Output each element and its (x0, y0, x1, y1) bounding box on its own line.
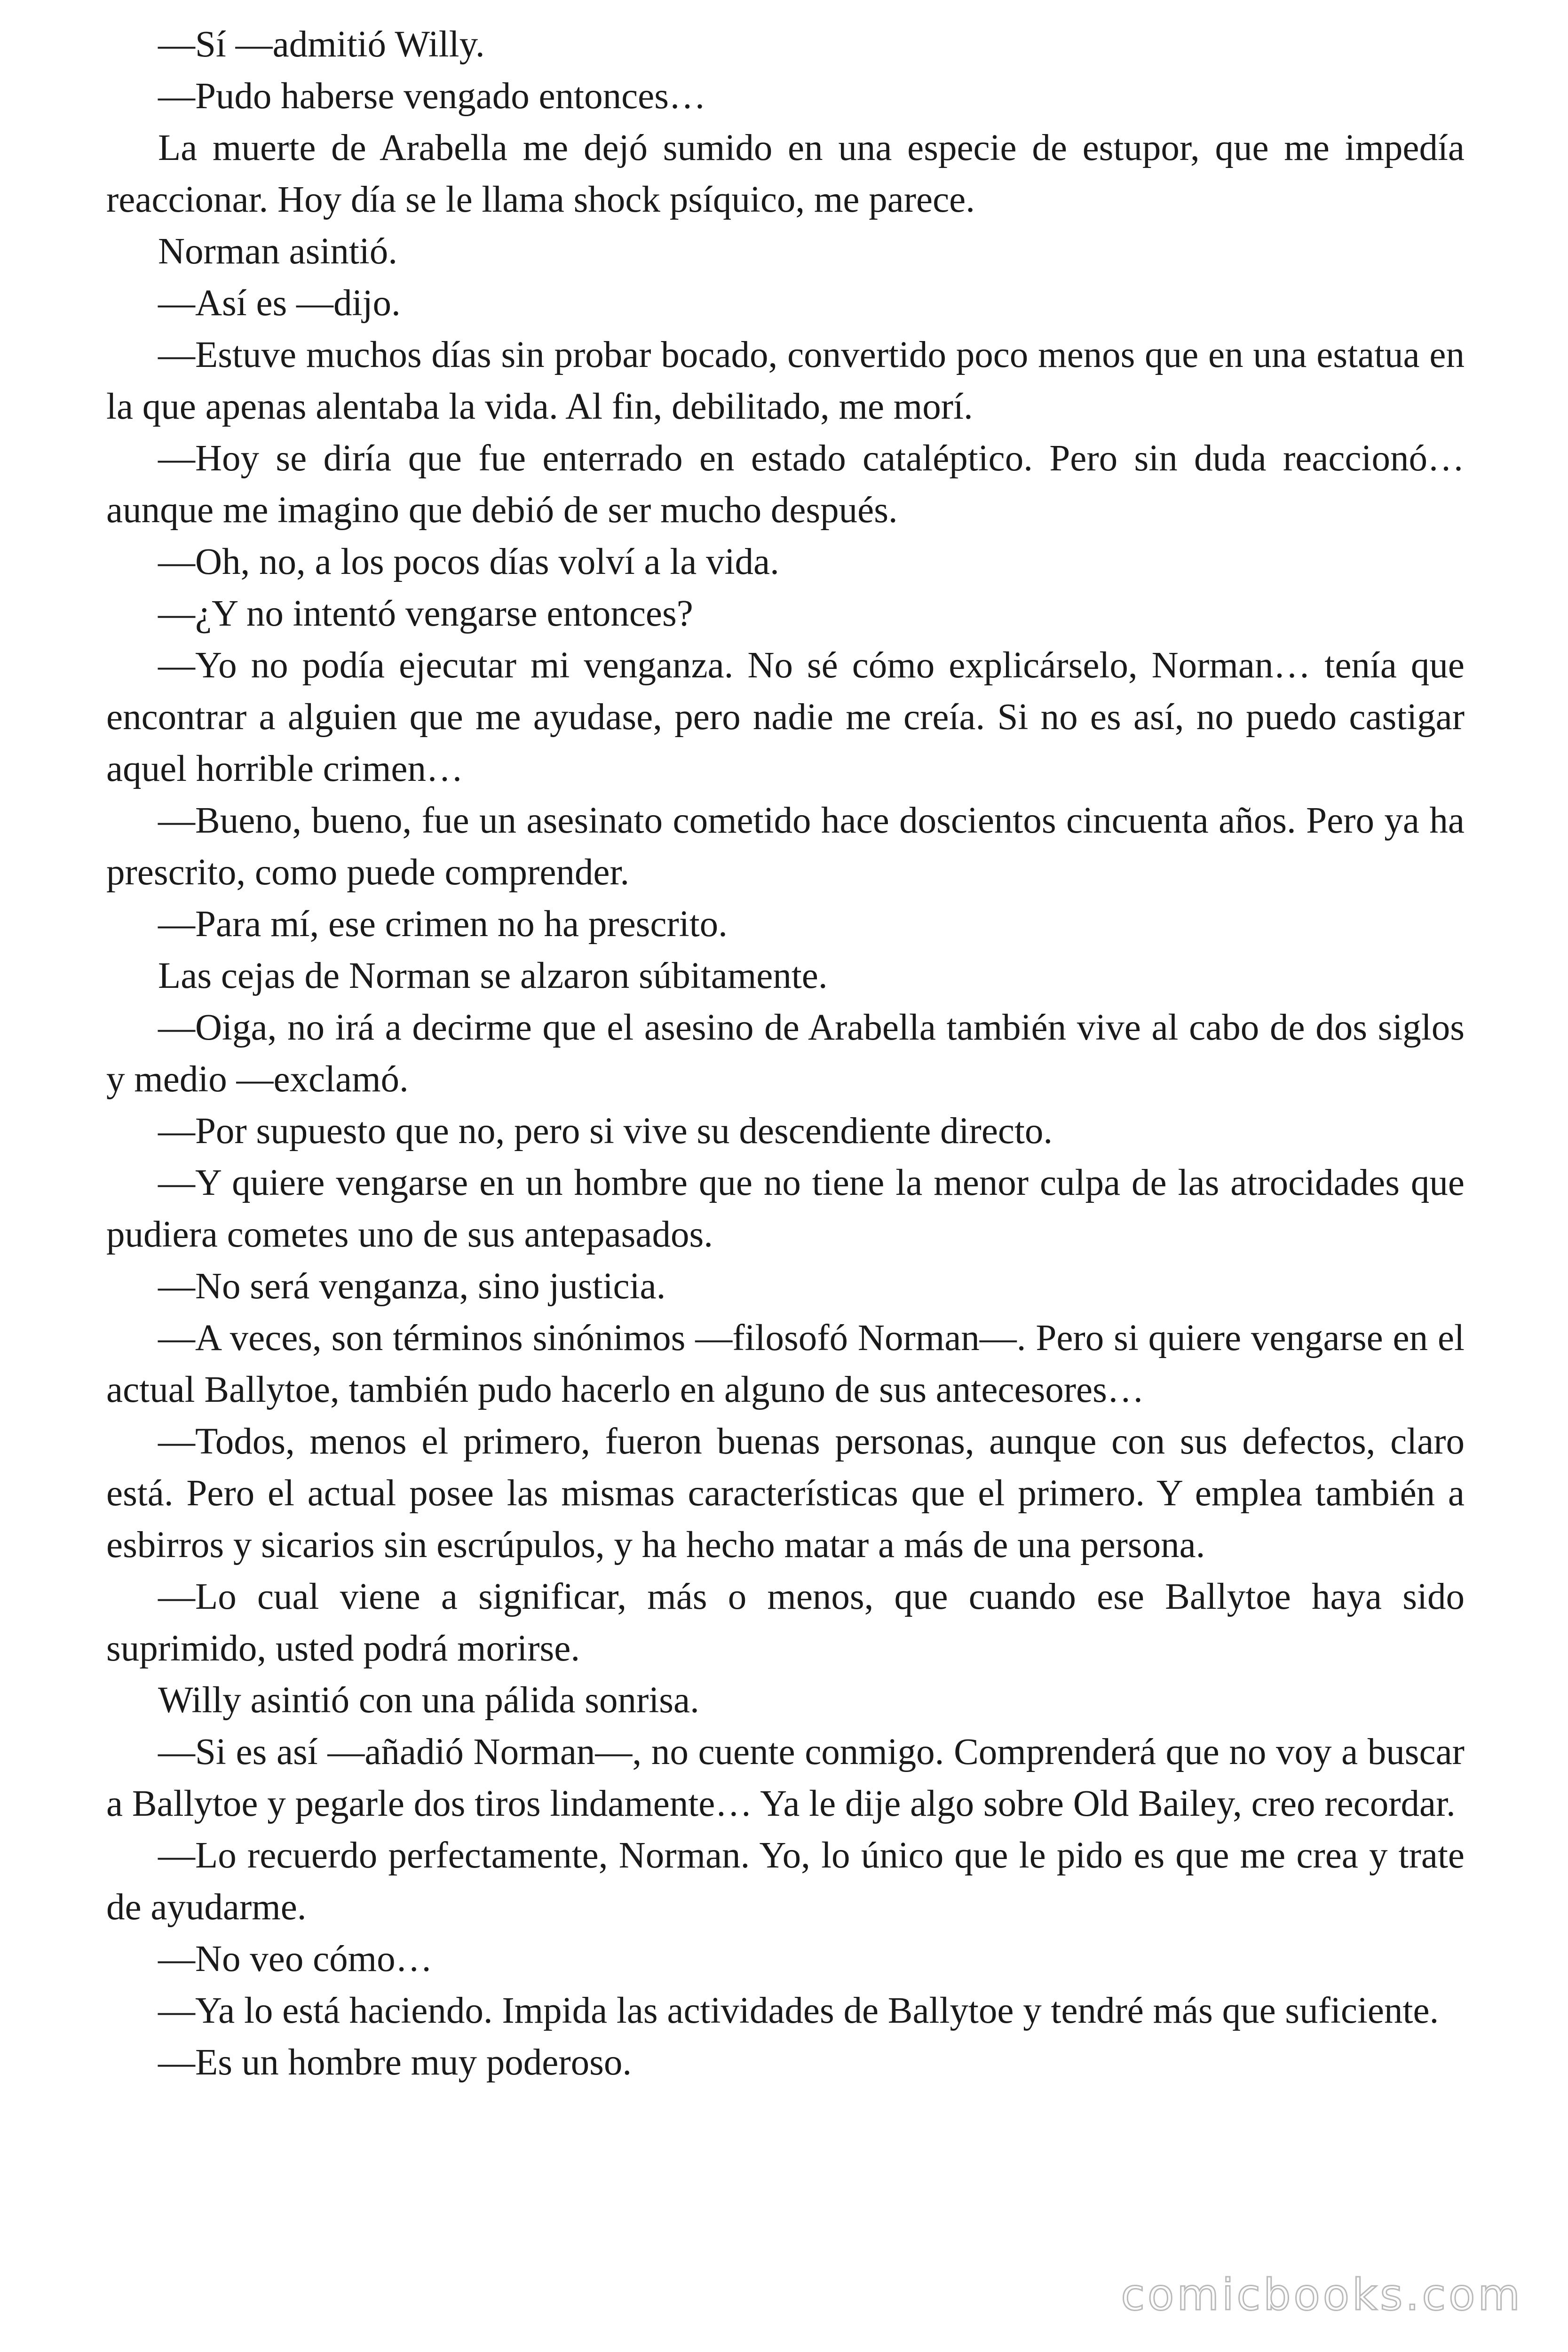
paragraph: —Sí —admitió Willy. (158, 24, 485, 65)
paragraph: La muerte de Arabella me dejó sumido en una especie de estupor, que me impedía reaccionar. Hoy día se le llama shock psíquico, me parece. (106, 127, 1465, 220)
watermark: comicbooks.com (1121, 2270, 1523, 2320)
paragraph: —No veo cómo… (158, 1939, 433, 1979)
paragraph: —Así es —dijo. (158, 283, 401, 324)
paragraph: —Para mí, ese crimen no ha prescrito. (158, 904, 728, 945)
paragraph: —Hoy se diría que fue enterrado en estado cataléptico. Pero sin duda reaccionó… aunque me imagino que debió de ser mucho después. (106, 438, 1465, 531)
paragraph: Willy asintió con una pálida sonrisa. (158, 1680, 699, 1721)
paragraph: —Ya lo está haciendo. Impida las actividades de Ballytoe y tendré más que suficiente. (158, 1990, 1439, 2031)
paragraph: —Y quiere vengarse en un hombre que no tiene la menor culpa de las atrocidades que pudiera cometes uno de sus antepasados. (106, 1162, 1465, 1255)
paragraph: —Es un hombre muy poderoso. (158, 2042, 632, 2083)
paragraph: —No será venganza, sino justicia. (158, 1266, 666, 1307)
paragraph: —Todos, menos el primero, fueron buenas personas, aunque con sus defectos, claro está. Pero el actual posee las mismas características que el primero. Y emplea también a esbirros y sicarios sin escrúpulos, y ha hecho matar a más de una persona. (106, 1421, 1465, 1565)
paragraph: —Por supuesto que no, pero si vive su descendiente directo. (158, 1111, 1053, 1152)
paragraph: —¿Y no intentó vengarse entonces? (158, 593, 693, 634)
paragraph: —Lo recuerdo perfectamente, Norman. Yo, lo único que le pido es que me crea y trate de ayudarme. (106, 1835, 1465, 1928)
paragraph: —Lo cual viene a significar, más o menos, que cuando ese Ballytoe haya sido suprimido, usted podrá morirse. (106, 1576, 1465, 1669)
paragraph: —Oh, no, a los pocos días volví a la vida. (158, 541, 779, 582)
paragraph: —Yo no podía ejecutar mi venganza. No sé cómo explicárselo, Norman… tenía que encontrar a alguien que me ayudase, pero nadie me creía. Si no es así, no puedo castigar aquel horrible crimen… (106, 645, 1465, 789)
paragraph: Las cejas de Norman se alzaron súbitamente. (158, 955, 828, 996)
paragraph: —Estuve muchos días sin probar bocado, convertido poco menos que en una estatua en la que apenas alentaba la vida. Al fin, debilitado, me morí. (106, 334, 1465, 427)
paragraph: —Pudo haberse vengado entonces… (158, 76, 706, 117)
paragraph: —Si es así —añadió Norman—, no cuente conmigo. Comprenderá que no voy a buscar a Ballytoe y pegarle dos tiros lindamente… Ya le dije algo sobre Old Bailey, creo recordar. (106, 1732, 1465, 1824)
paragraph: —Oiga, no irá a decirme que el asesino de Arabella también vive al cabo de dos siglos y medio —exclamó. (106, 1007, 1465, 1100)
page-text (106, 19, 1465, 2089)
paragraph: —A veces, son términos sinónimos —filosofó Norman—. Pero si quiere vengarse en el actual Ballytoe, también pudo hacerlo en alguno de sus antecesores… (106, 1318, 1465, 1410)
paragraph: —Bueno, bueno, fue un asesinato cometido hace doscientos cincuenta años. Pero ya ha prescrito, como puede comprender. (106, 800, 1465, 893)
paragraph: Norman asintió. (158, 231, 398, 272)
